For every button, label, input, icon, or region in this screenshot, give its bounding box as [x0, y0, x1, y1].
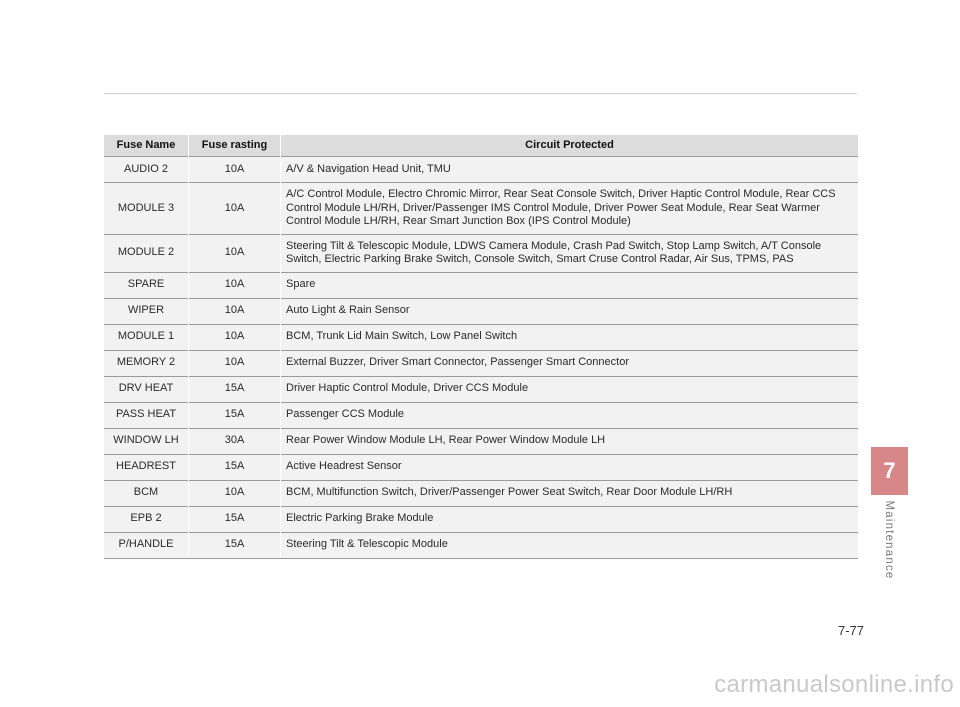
circuit-cell: Driver Haptic Control Module, Driver CCS Module — [281, 376, 859, 402]
fuse-rating-cell: 10A — [189, 157, 281, 183]
circuit-cell: Active Headrest Sensor — [281, 454, 859, 480]
fuse-rating-cell: 10A — [189, 324, 281, 350]
table-row — [104, 402, 858, 428]
circuit-cell: BCM, Trunk Lid Main Switch, Low Panel Switch — [281, 324, 859, 350]
table-row — [104, 234, 858, 272]
fuse-rating-cell: 10A — [189, 298, 281, 324]
table-row — [104, 183, 858, 235]
fuse-name-cell: HEADREST — [104, 454, 189, 480]
fuse-name-cell: BCM — [104, 480, 189, 506]
fuse-name-cell: WIPER — [104, 298, 189, 324]
fuse-table — [104, 135, 858, 559]
circuit-cell: Rear Power Window Module LH, Rear Power Window Module LH — [281, 428, 859, 454]
fuse-name-cell: MODULE 1 — [104, 324, 189, 350]
fuse-rating-cell: 15A — [189, 506, 281, 532]
table-row — [104, 428, 858, 454]
chapter-label: Maintenance — [883, 500, 895, 580]
table-row — [104, 506, 858, 532]
table-row — [104, 454, 858, 480]
circuit-cell: Spare — [281, 272, 859, 298]
circuit-cell: Steering Tilt & Telescopic Module — [281, 532, 859, 558]
table-row — [104, 157, 858, 183]
fuse-rating-cell: 10A — [189, 350, 281, 376]
table-row — [104, 532, 858, 558]
table-header-row — [104, 135, 858, 157]
fuse-name-cell: WINDOW LH — [104, 428, 189, 454]
fuse-rating-cell: 15A — [189, 532, 281, 558]
circuit-cell: Electric Parking Brake Module — [281, 506, 859, 532]
circuit-cell: A/C Control Module, Electro Chromic Mirror, Rear Seat Console Switch, Driver Haptic Control Module, Rear CCS Control Module LH/RH, Driver/Passenger IMS Control Module, Driver Power Seat Module, Rear Seat Warmer Control Module LH/RH, Rear Smart Junction Box (IPS Control Module) — [281, 183, 859, 235]
watermark-text: carmanualsonline.info — [714, 671, 954, 698]
fuse-rating-cell: 10A — [189, 183, 281, 235]
fuse-rating-cell: 10A — [189, 234, 281, 272]
table-row — [104, 480, 858, 506]
circuit-cell: Passenger CCS Module — [281, 402, 859, 428]
header-fuse-name: Fuse Name — [104, 135, 189, 157]
fuse-rating-cell: 10A — [189, 272, 281, 298]
fuse-name-cell: SPARE — [104, 272, 189, 298]
circuit-cell: BCM, Multifunction Switch, Driver/Passenger Power Seat Switch, Rear Door Module LH/RH — [281, 480, 859, 506]
header-divider — [104, 93, 857, 94]
fuse-name-cell: AUDIO 2 — [104, 157, 189, 183]
circuit-cell: Steering Tilt & Telescopic Module, LDWS Camera Module, Crash Pad Switch, Stop Lamp Switch, A/T Console Switch, Electric Parking Brake Switch, Console Switch, Smart Cruse Control Radar, Air Sus, TPMS, PAS — [281, 234, 859, 272]
table-row — [104, 376, 858, 402]
fuse-name-cell: MODULE 3 — [104, 183, 189, 235]
header-circuit-protected: Circuit Protected — [281, 135, 859, 157]
fuse-rating-cell: 10A — [189, 480, 281, 506]
fuse-name-cell: MEMORY 2 — [104, 350, 189, 376]
circuit-cell: External Buzzer, Driver Smart Connector, Passenger Smart Connector — [281, 350, 859, 376]
fuse-name-cell: DRV HEAT — [104, 376, 189, 402]
circuit-cell: Auto Light & Rain Sensor — [281, 298, 859, 324]
fuse-rating-cell: 15A — [189, 402, 281, 428]
table-row — [104, 350, 858, 376]
table-row — [104, 298, 858, 324]
fuse-rating-cell: 30A — [189, 428, 281, 454]
fuse-rating-cell: 15A — [189, 376, 281, 402]
header-fuse-rating: Fuse rasting — [189, 135, 281, 157]
table-row — [104, 324, 858, 350]
circuit-cell: A/V & Navigation Head Unit, TMU — [281, 157, 859, 183]
fuse-name-cell: EPB 2 — [104, 506, 189, 532]
table-row — [104, 272, 858, 298]
fuse-name-cell: P/HANDLE — [104, 532, 189, 558]
fuse-name-cell: MODULE 2 — [104, 234, 189, 272]
fuse-rating-cell: 15A — [189, 454, 281, 480]
page-number: 7-77 — [837, 623, 864, 638]
chapter-tab: 7 — [871, 447, 908, 495]
fuse-name-cell: PASS HEAT — [104, 402, 189, 428]
